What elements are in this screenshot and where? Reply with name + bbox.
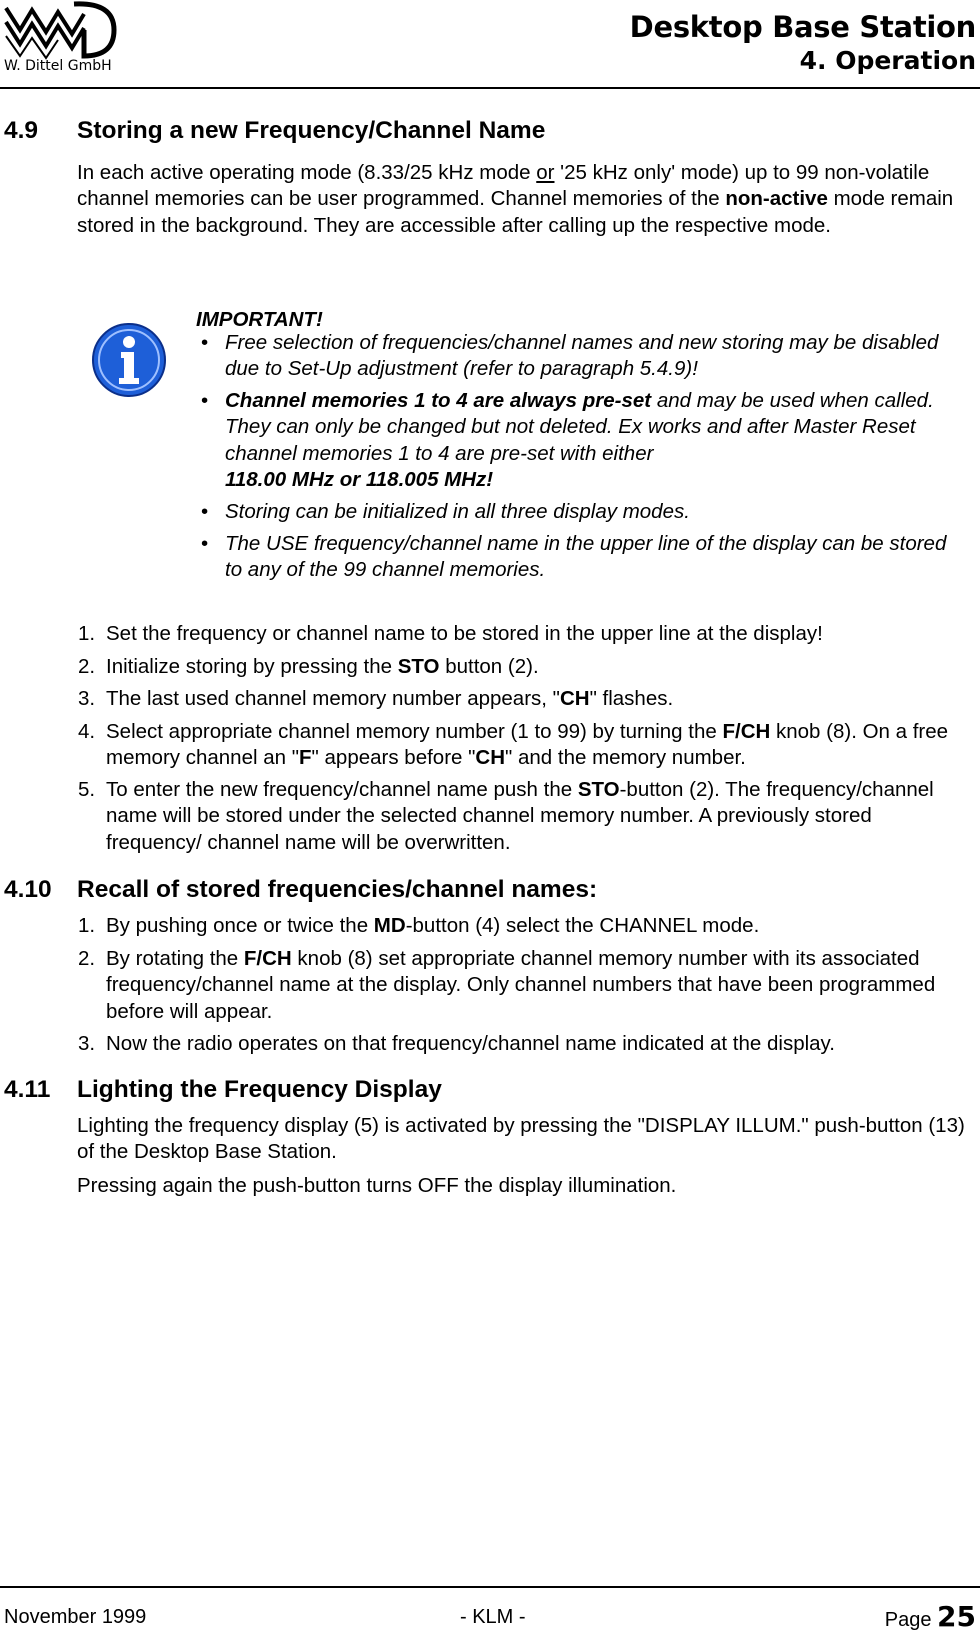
section-title: Lighting the Frequency Display (77, 1076, 442, 1103)
bold-text: F/CH (243, 947, 292, 970)
footer-center: - KLM - (460, 1606, 526, 1628)
company-logo (2, 0, 120, 65)
bold-text: STO (577, 778, 620, 801)
bullet-text (225, 531, 965, 584)
list-number: 5. (78, 778, 96, 801)
text-run: " flashes. (589, 687, 674, 710)
list-number: 2. (78, 655, 96, 678)
text-run: To enter the new frequency/channel name push the (106, 778, 578, 801)
list-number: 3. (78, 1032, 96, 1055)
important-label: IMPORTANT! (196, 308, 323, 331)
list-text (106, 777, 966, 856)
list-number: 4. (78, 720, 96, 743)
bullet-icon: • (201, 532, 209, 555)
bold-text: F/CH (722, 720, 771, 743)
bold-text: F (299, 746, 312, 770)
list-text (106, 621, 966, 647)
list-text (106, 686, 966, 712)
chapter-title: 4. Operation (799, 46, 976, 75)
section-number: 4.9 (4, 117, 39, 144)
text-run: By pushing once or twice the (106, 914, 374, 937)
section-heading-4-9 (4, 117, 904, 147)
text-run: Lighting the frequency display (5) is activated by pressing the "DISPLAY ILLUM." push-button (13) of the Desktop Base Station. (77, 1114, 965, 1164)
list-text (106, 913, 966, 939)
text-run: Set the frequency or channel name to be stored in the upper line at the display! (106, 622, 823, 645)
bold-text: CH (475, 746, 506, 770)
intro-paragraph (77, 160, 965, 239)
section-title: Storing a new Frequency/Channel Name (77, 117, 546, 144)
list-number: 1. (78, 914, 96, 937)
page-label: Page (884, 1609, 932, 1631)
text-run: The last used channel memory number appears, " (106, 687, 560, 710)
text-run: Select appropriate channel memory number (1 to 99) by turning the (106, 720, 723, 743)
text-run: Pressing again the push-button turns OFF the display illumination. (77, 1174, 677, 1197)
bold-text: Channel memories 1 to 4 are always pre-set (225, 389, 652, 412)
list-text (106, 654, 966, 680)
list-text (106, 719, 966, 772)
list-text (106, 1031, 966, 1057)
underlined-text: or (536, 161, 555, 184)
text-run: In each active operating mode (8.33/25 kHz mode (77, 161, 537, 184)
page-number-block (885, 1600, 976, 1633)
bold-text: CH (559, 687, 590, 710)
section-heading-4-11 (4, 1076, 904, 1106)
bold-text: non-active (725, 187, 828, 211)
text-run: By rotating the (106, 947, 244, 970)
text-run: and may be used when called. They can only be changed but not deleted. Ex works and after Master Reset channel memories 1 to 4 are pre-set with either (225, 389, 934, 465)
text-run: -button (4) select the CHANNEL mode. (405, 914, 760, 937)
bullet-icon: • (201, 389, 209, 412)
bold-text: 118.00 MHz or 118.005 MHz! (225, 467, 494, 491)
text-run: knob (8). On a free memory channel an " (106, 720, 949, 770)
text-run: Initialize storing by pressing the (106, 655, 398, 678)
bold-text: MD (373, 914, 406, 937)
text-run: Free selection of frequencies/channel names and new storing may be disabled due to Set-Up adjustment (refer to paragraph 5.4.9)! (225, 331, 939, 381)
text-run: knob (8) set appropriate channel memory number with its associated frequency/channel name at the display. Only channel numbers that have been programmed before will appear. (106, 947, 936, 1023)
list-number: 2. (78, 947, 96, 970)
bullet-text (225, 499, 965, 525)
document-title: Desktop Base Station (629, 10, 976, 44)
text-run: " and the memory number. (505, 746, 746, 770)
lighting-off-paragraph (77, 1173, 965, 1199)
info-icon (91, 322, 167, 403)
bullet-icon: • (201, 331, 209, 354)
list-text (106, 946, 966, 1025)
text-run: The USE frequency/channel name in the upper line of the display can be stored to any of the 99 channel memories. (225, 532, 947, 582)
section-title: Recall of stored frequencies/channel names: (77, 876, 598, 903)
bold-text: STO (397, 655, 440, 678)
section-number: 4.10 (4, 876, 52, 903)
header-divider (0, 87, 980, 89)
list-number: 3. (78, 687, 96, 710)
text-run: Now the radio operates on that frequency/channel name indicated at the display. (106, 1032, 835, 1055)
page-number: 25 (937, 1600, 976, 1633)
lighting-paragraph (77, 1113, 965, 1166)
text-run: '25 kHz only' mode) up to 99 non-volatile channel memories can be user programmed. Channel memories of the (77, 161, 930, 211)
text-run: mode remain stored in the background. They are accessible after calling up the respective mode. (77, 187, 954, 237)
section-number: 4.11 (4, 1076, 51, 1103)
logo-text: W. Dittel GmbH (4, 58, 112, 74)
text-run: -button (2). The frequency/channel name will be stored under the selected channel memory number. A previously stored frequency/ channel name will be overwritten. (106, 778, 934, 854)
list-number: 1. (78, 622, 96, 645)
section-heading-4-10 (4, 876, 904, 906)
text-run: Storing can be initialized in all three display modes. (225, 500, 690, 523)
footer-date: November 1999 (4, 1606, 147, 1628)
footer-divider (0, 1586, 980, 1588)
bullet-text (225, 388, 965, 493)
text-run: " appears before " (311, 746, 476, 770)
bullet-icon: • (201, 500, 209, 523)
text-run: button (2). (439, 655, 539, 678)
bullet-text (225, 330, 965, 383)
